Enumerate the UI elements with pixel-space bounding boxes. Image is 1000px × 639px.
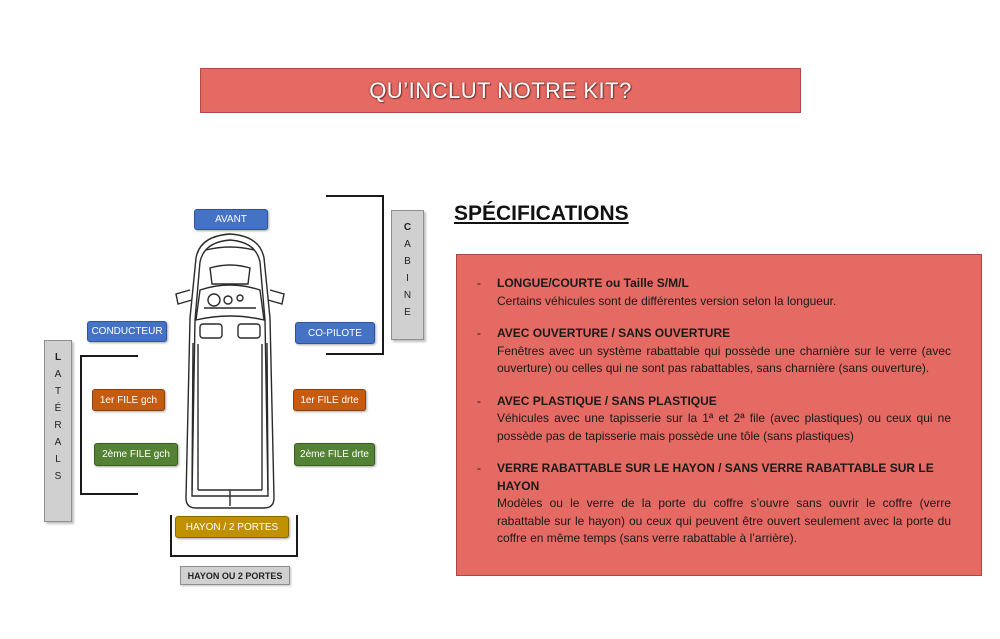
spec-item-plastic: - AVEC PLASTIQUE / SANS PLASTIQUE Véhicules avec une tapisserie sur la 1ª et 2ª file (avec plastiques) ou ceux qui ne possède pas de tapisserie mais possède une tôle (sans plastiques) — [477, 393, 951, 446]
spec-heading: AVEC PLASTIQUE / SANS PLASTIQUE — [497, 393, 717, 408]
banner-title: QU’INCLUT NOTRE KIT? — [369, 77, 632, 103]
zone-first-right-chip: 1er FILE drte — [293, 389, 366, 411]
spec-description: Modèles ou le verre de la porte du coffre s’ouvre sans ouvrir le coffre (verre rabattable sur le hayon) ou ceux qui peuvent être ouvert seulement avec la porte du coffre en même temps (sans verre rabattable à l’arrière). — [497, 496, 951, 545]
cabine-label: C A B I N E — [391, 210, 424, 340]
spec-item-length: - LONGUE/COURTE ou Taille S/M/L Certains véhicules sont de différentes version selon la longueur. — [477, 275, 951, 310]
lateraux-label: L A T É R A L S — [44, 340, 72, 522]
spec-item-tailgate-glass: - VERRE RABATTABLE SUR LE HAYON / SANS VERRE RABATTABLE SUR LE HAYON Modèles ou le verre de la porte du coffre s’ouvre sans ouvrir le coffre (verre rabattable sur le hayon) ou ceux qui peuvent être ouvert seulement avec la porte du coffre en même temps (sans verre rabattable à l’arrière). — [477, 460, 951, 548]
zone-hayon-chip: HAYON / 2 PORTES — [175, 516, 289, 538]
lateraux-bracket — [80, 355, 138, 495]
spec-description: Fenêtres avec un système rabattable qui possède une charnière sur le verre (avec ouverture) ou celles qui ne sont pas rabattables, sans charnière (sans ouverture). — [497, 343, 951, 375]
zone-avant-chip: AVANT — [194, 209, 268, 230]
zone-first-left-chip: 1er FILE gch — [92, 389, 165, 411]
zone-second-left-chip: 2ème FILE gch — [94, 443, 178, 466]
zone-second-right-chip: 2ème FILE drte — [294, 443, 375, 466]
hayon-label: HAYON OU 2 PORTES — [180, 566, 290, 585]
spec-heading: VERRE RABATTABLE SUR LE HAYON / SANS VERRE RABATTABLE SUR LE HAYON — [497, 461, 934, 493]
zone-conducteur-chip: CONDUCTEUR — [87, 321, 167, 342]
van-top-view-icon — [170, 228, 290, 513]
spec-description: Véhicules avec une tapisserie sur la 1ª et 2ª file (avec plastiques) ou ceux qui ne possède pas de tapisserie mais possède une tôle (sans plastiques) — [497, 411, 951, 443]
specs-panel — [456, 254, 982, 576]
spec-heading: LONGUE/COURTE ou Taille S/M/L — [497, 276, 689, 290]
spec-item-opening: - AVEC OUVERTURE / SANS OUVERTURE Fenêtres avec un système rabattable qui possède une charnière sur le verre (avec ouverture) ou celles qui ne sont pas rabattables, sans charnière (sans ouverture). — [477, 325, 951, 378]
spec-heading: AVEC OUVERTURE / SANS OUVERTURE — [497, 326, 731, 340]
spec-description: Certains véhicules sont de différentes version selon la longueur. — [497, 293, 837, 308]
specs-title: SPÉCIFICATIONS — [454, 202, 629, 225]
zone-copilote-chip: CO-PILOTE — [295, 322, 375, 344]
title-banner — [200, 68, 801, 113]
